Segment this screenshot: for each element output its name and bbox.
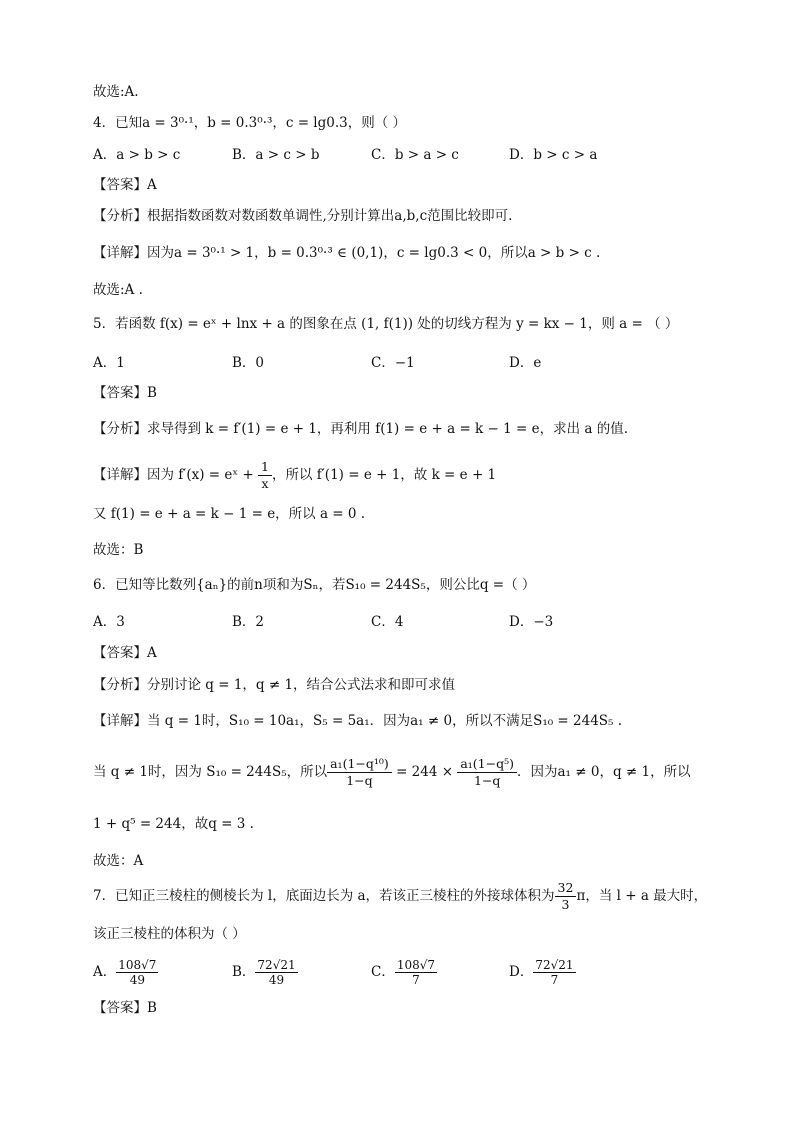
text-line xyxy=(93,540,143,560)
fraction xyxy=(555,880,577,913)
answer-line xyxy=(93,175,157,195)
text-segment: 该正三棱柱的体积为（ ） xyxy=(93,926,246,942)
choice-label: C． xyxy=(371,964,395,980)
text-line xyxy=(93,851,143,871)
fraction-numerator: a₁(1−q⁵) xyxy=(457,756,517,773)
answer-tag: 【答案】 xyxy=(93,1000,147,1016)
text-segment: 根据指数函数对数函数单调性,分别计算出a,b,c范围比较即可. xyxy=(147,208,513,224)
detail-line xyxy=(93,243,600,263)
choice-option: C．4 xyxy=(371,614,404,630)
answer-tag: 【答案】 xyxy=(93,385,147,401)
text-segment: 故选:A . xyxy=(93,282,143,298)
choice-option: A．3 xyxy=(93,614,125,630)
text-line xyxy=(93,879,707,913)
fraction xyxy=(327,756,392,789)
choice-option: A．1 xyxy=(93,355,125,371)
detail_frac-line xyxy=(93,458,496,492)
analysis-tag: 【分析】 xyxy=(93,677,147,693)
choice-fraction xyxy=(255,958,297,987)
choice-row xyxy=(93,611,713,633)
text-segment: 7．已知正三棱柱的侧棱长为 l，底面边长为 a，若该正三棱柱的外接球体积为 xyxy=(93,888,555,904)
text-segment: A xyxy=(147,177,157,193)
text-segment: 求导得到 k = f′(1) = e + 1，再利用 f(1) = e + a = k − 1 = e，求出 a 的值. xyxy=(147,421,629,437)
answer-line xyxy=(93,643,157,663)
fraction-denominator: 3 xyxy=(561,897,570,912)
analysis-line xyxy=(93,206,512,226)
choice-option: B．2 xyxy=(232,614,265,630)
text-segment: π，当 l + a 最大时， xyxy=(576,888,708,904)
text-segment: = 244 × xyxy=(391,764,458,780)
choice-option xyxy=(232,955,298,989)
choice-option: D．b > c > a xyxy=(509,147,598,163)
choice-row xyxy=(93,955,713,989)
text-line xyxy=(93,314,678,334)
answer-tag: 【答案】 xyxy=(93,645,147,661)
text-segment: 5．若函数 f(x) = eˣ + lnx + a 的图象在点 (1, f(1)) 处的切线方程为 y = kx − 1，则 a = （ ） xyxy=(93,316,679,332)
text-line xyxy=(93,575,535,595)
choice-label: B． xyxy=(232,964,256,980)
text-segment: ，所以 f′(1) = e + 1，故 k = e + 1 xyxy=(271,467,497,483)
choice-fraction-denominator: 49 xyxy=(129,973,145,987)
analysis-tag: 【分析】 xyxy=(93,208,147,224)
answer-tag: 【答案】 xyxy=(93,177,147,193)
detail-tag: 【详解】 xyxy=(93,245,147,261)
choice-fraction-denominator: 7 xyxy=(412,973,420,987)
choice-option xyxy=(93,955,158,989)
choice-fraction xyxy=(533,958,575,987)
choice-fraction xyxy=(395,958,437,987)
choice-option: C．−1 xyxy=(371,355,415,371)
fraction-denominator: 1−q xyxy=(473,773,501,788)
fraction xyxy=(258,459,272,492)
choice-fraction xyxy=(116,958,158,987)
analysis-tag: 【分析】 xyxy=(93,421,147,437)
choice-fraction-denominator: 49 xyxy=(268,973,285,987)
choice-label: A． xyxy=(93,964,117,980)
fraction-numerator: 32 xyxy=(555,880,577,897)
choice-fraction-numerator: 72√21 xyxy=(257,958,296,972)
text-segment: 因为 f′(x) = eˣ + xyxy=(147,467,258,483)
analysis-line xyxy=(93,419,628,439)
choice-option xyxy=(509,955,576,989)
fraction-denominator: 1−q xyxy=(346,773,373,788)
fraction-denominator: x xyxy=(261,476,269,491)
detail_frac-tag: 【详解】 xyxy=(93,467,147,483)
choice-fraction-numerator: 72√21 xyxy=(535,958,574,972)
text-segment: 当 q ≠ 1时，因为 S₁₀ = 244S₅，所以 xyxy=(93,764,328,780)
text-segment: B xyxy=(147,385,157,401)
text-segment: 分别讨论 q = 1，q ≠ 1，结合公式法求和即可求值 xyxy=(147,677,456,693)
choice-label: D． xyxy=(509,964,534,980)
text-segment: 6．已知等比数列{aₙ}的前n项和为Sₙ，若S₁₀ = 244S₅，则公比q =（ ） xyxy=(93,577,536,593)
text-segment: ．因为a₁ ≠ 0，q ≠ 1，所以 xyxy=(517,764,691,780)
text-segment: 又 f(1) = e + a = k − 1 = e，所以 a = 0 . xyxy=(93,506,366,522)
text-segment: 故选：A xyxy=(93,853,144,869)
text-line xyxy=(93,814,254,834)
text-line xyxy=(93,504,365,524)
choice-fraction-numerator: 108√7 xyxy=(396,958,436,972)
fraction-numerator: 1 xyxy=(258,459,272,476)
answer-line xyxy=(93,383,157,403)
detail-tag: 【详解】 xyxy=(93,713,147,729)
choice-row xyxy=(93,144,713,166)
choice-fraction-denominator: 7 xyxy=(550,973,559,987)
text-segment: 因为a = 3⁰·¹ > 1，b = 0.3⁰·³ ∈ (0,1)，c = lg0.3 < 0，所以a > b > c . xyxy=(147,245,601,261)
text-segment: 故选：B xyxy=(93,542,144,558)
choice-option: B．0 xyxy=(232,355,265,371)
text-line xyxy=(93,113,406,133)
detail-line xyxy=(93,711,622,731)
choice-option: D．e xyxy=(509,355,542,371)
text-segment: A xyxy=(147,645,157,661)
choice-fraction-numerator: 108√7 xyxy=(118,958,157,972)
choice-row xyxy=(93,352,713,374)
fraction-numerator: a₁(1−q¹⁰) xyxy=(327,756,392,773)
choice-option: D．−3 xyxy=(509,614,554,630)
text-line xyxy=(93,924,246,944)
text-segment: 当 q = 1时，S₁₀ = 10a₁，S₅ = 5a₁．因为a₁ ≠ 0，所以不满足S₁₀ = 244S₅ . xyxy=(147,713,623,729)
text-line xyxy=(93,82,139,102)
choice-option: C．b > a > c xyxy=(371,147,459,163)
choice-option: A．a > b > c xyxy=(93,147,181,163)
answer-line xyxy=(93,998,157,1018)
text-segment: 4．已知a = 3⁰·¹，b = 0.3⁰·³，c = lg0.3，则（ ） xyxy=(93,115,407,131)
text-segment: 故选:A. xyxy=(93,84,139,100)
choice-option: B．a > c > b xyxy=(232,147,320,163)
text-segment: 1 + q⁵ = 244，故q = 3 . xyxy=(93,816,254,832)
text-line xyxy=(93,752,691,792)
text-line xyxy=(93,280,143,300)
fraction xyxy=(457,756,517,789)
text-segment: B xyxy=(147,1000,157,1016)
analysis-line xyxy=(93,675,455,695)
choice-option xyxy=(371,955,437,989)
